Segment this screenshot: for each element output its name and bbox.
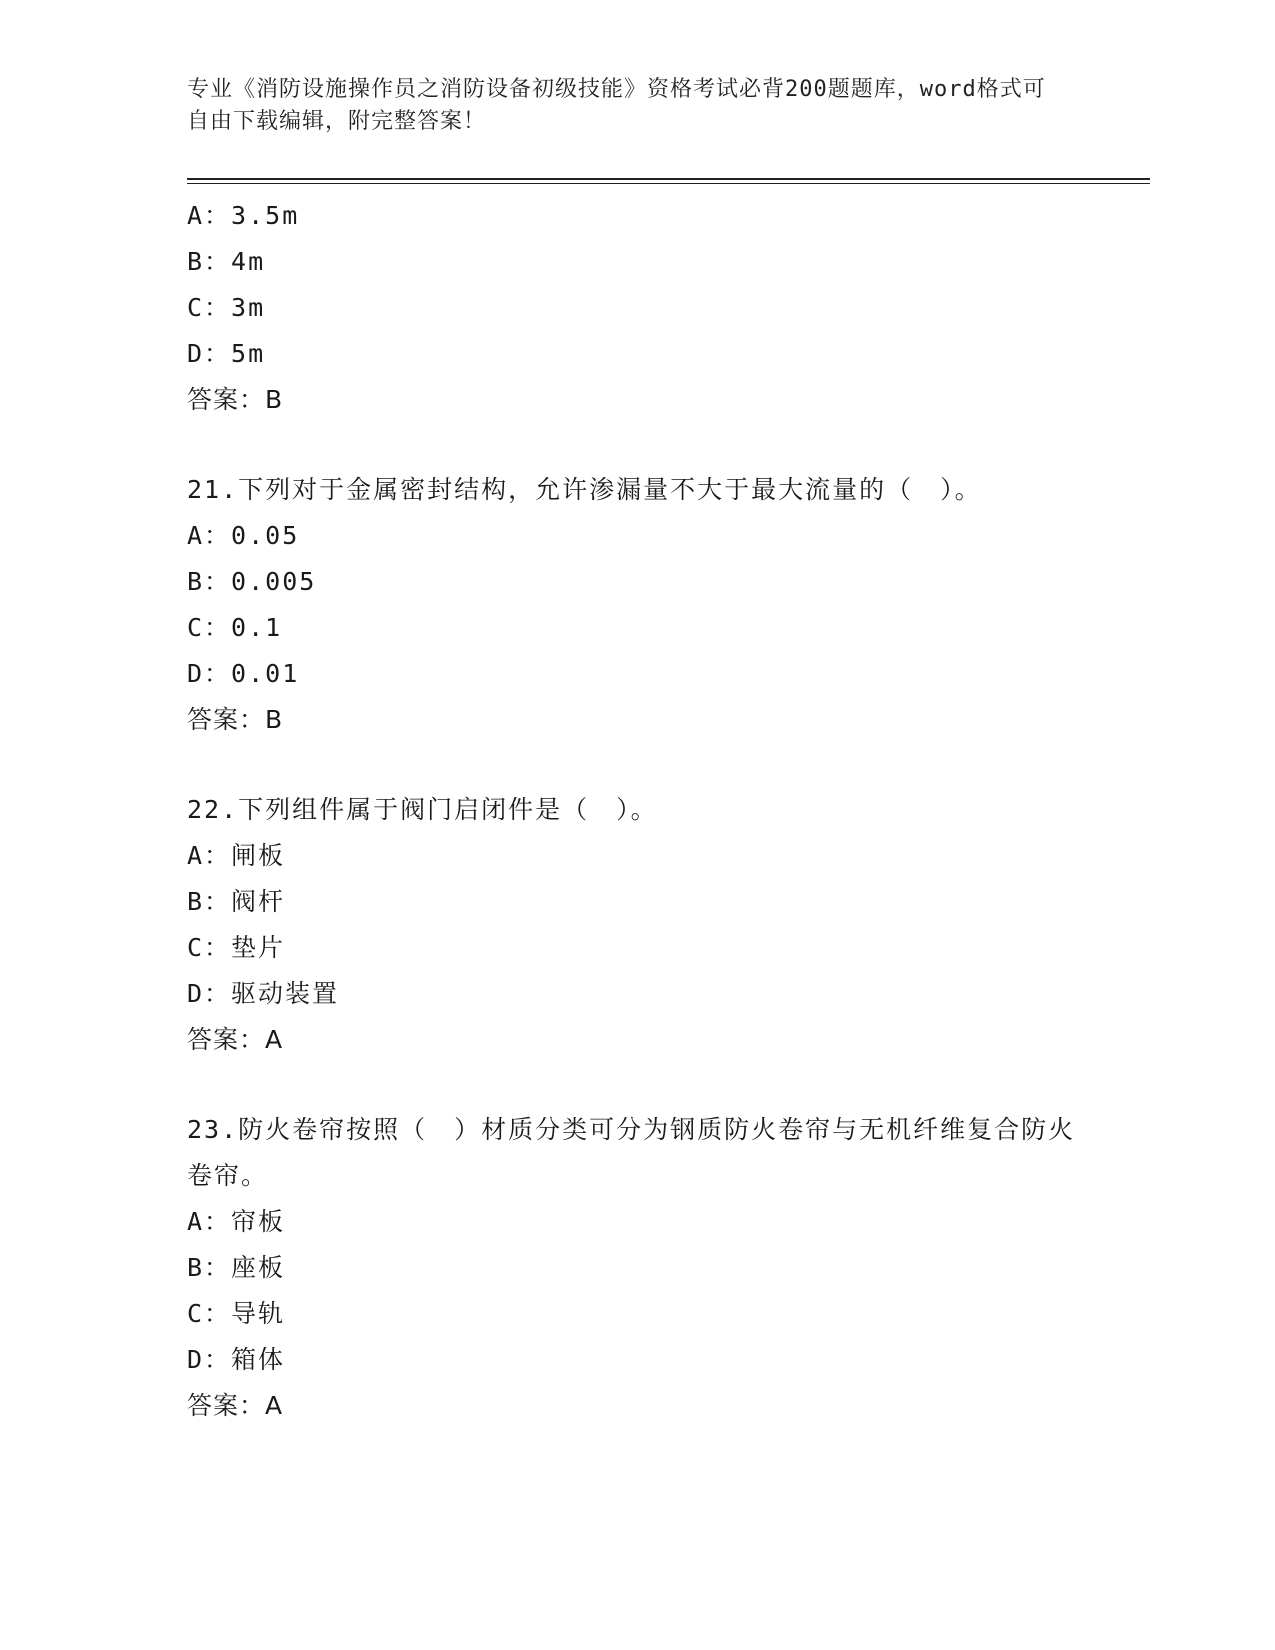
- header-divider-thick: [187, 178, 1150, 180]
- option-b: B：0.005: [187, 567, 317, 596]
- option-d: D：箱体: [187, 1345, 286, 1374]
- option-c: C：3m: [187, 293, 266, 322]
- option-d: D：0.01: [187, 659, 300, 688]
- option-b: B：4m: [187, 247, 266, 276]
- question-text: 23.防火卷帘按照（ ）材质分类可分为钢质防火卷帘与无机纤维复合防火卷帘。: [187, 1115, 1076, 1190]
- option-c: C：导轨: [187, 1299, 286, 1328]
- answer-line: 答案：A: [187, 1025, 284, 1054]
- question-block-22: [187, 787, 1087, 1063]
- option-c: C：0.1: [187, 613, 283, 642]
- option-c: C：垫片: [187, 933, 286, 962]
- option-a: A：0.05: [187, 521, 300, 550]
- option-d: D：5m: [187, 339, 266, 368]
- question-block-continued: [187, 193, 1087, 423]
- question-text: 22.下列组件属于阀门启闭件是（ ）。: [187, 795, 658, 824]
- option-d: D：驱动装置: [187, 979, 340, 1008]
- question-text: 21.下列对于金属密封结构，允许渗漏量不大于最大流量的（ ）。: [187, 475, 982, 504]
- option-a: A：闸板: [187, 841, 286, 870]
- answer-line: 答案：B: [187, 705, 284, 734]
- option-a: A：3.5m: [187, 201, 300, 230]
- option-b: B：座板: [187, 1253, 286, 1282]
- question-block-21: [187, 467, 1087, 743]
- answer-line: 答案：B: [187, 385, 284, 414]
- option-a: A：帘板: [187, 1207, 286, 1236]
- question-block-23: [187, 1107, 1087, 1429]
- question-list: [187, 193, 1087, 1429]
- document-header: 专业《消防设施操作员之消防设备初级技能》资格考试必背200题题库，word格式可自由下载编辑，附完整答案！: [187, 77, 1046, 134]
- answer-line: 答案：A: [187, 1391, 284, 1420]
- option-b: B：阀杆: [187, 887, 286, 916]
- header-divider-thin: [187, 183, 1150, 184]
